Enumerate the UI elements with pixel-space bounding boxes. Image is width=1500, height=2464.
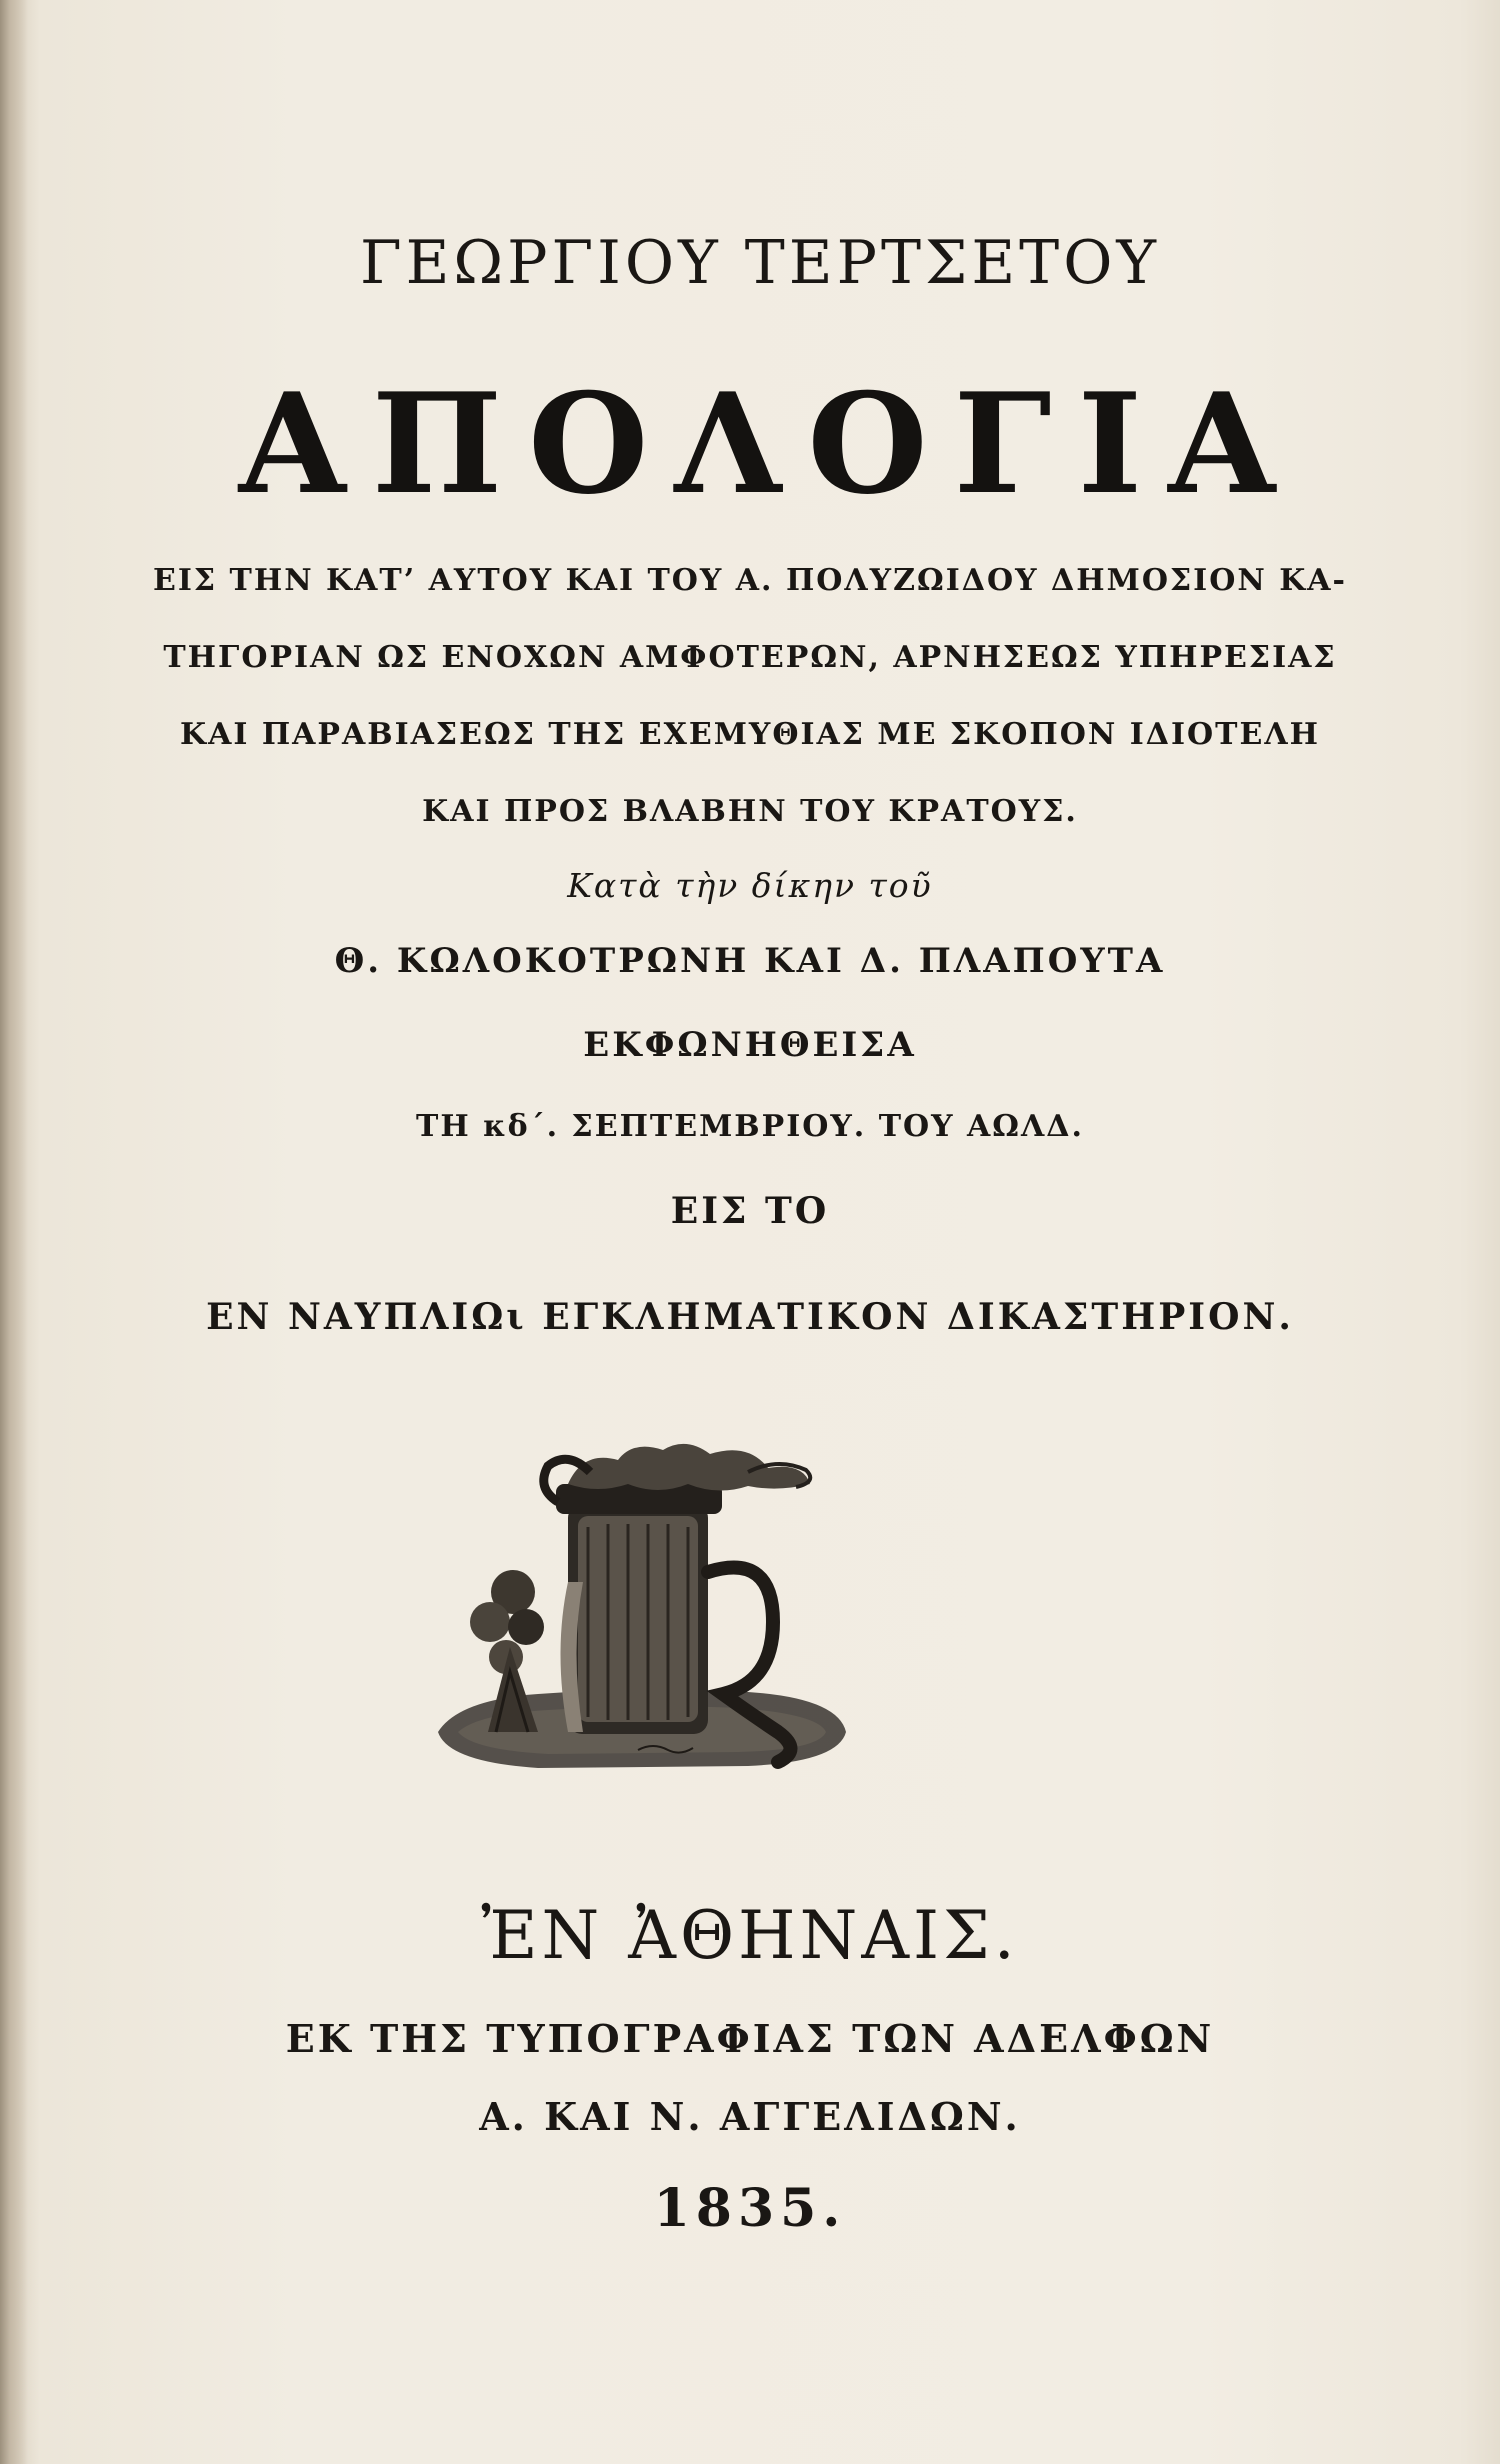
printer-line-1: ΕΚ ΤΗΣ ΤΥΠΟΓΡΑΦΙΑΣ ΤΩΝ ΑΔΕΛΦΩΝ [285, 2016, 1215, 2061]
subtitle-line-1: ΕΙΣ ΤΗΝ ΚΑΤ’ ΑΥΤΟΥ ΚΑΙ ΤΟΥ Α. ΠΟΛΥΖΩΙΔΟΥ ΔΗΜΟΣΙΟΝ ΚΑ- [152, 563, 1348, 598]
case-line: Κατὰ τὴν δίκην τοῦ [567, 866, 933, 905]
book-title: ΑΠΟΛΟΓΙΑ [238, 362, 1302, 525]
to-line: ΕΙΣ ΤΟ [670, 1190, 830, 1232]
delivered-line: ΕΚΦΩΝΗΘΕΙΣΑ [583, 1025, 917, 1065]
printer-line-2: Α. ΚΑΙ Ν. ΑΓΓΕΛΙΔΩΝ. [479, 2094, 1021, 2139]
publication-year: 1835. [653, 2178, 847, 2239]
publication-place: ἘΝ ἈΘΗΝΑΙΣ. [481, 1897, 1019, 1974]
date-line: ΤΗ κδ΄. ΣΕΠΤΕΜΒΡΙΟΥ. ΤΟΥ ΑΩΛΔ. [416, 1109, 1084, 1144]
subtitle-line-4: ΚΑΙ ΠΡΟΣ ΒΛΑΒΗΝ ΤΟΥ ΚΡΑΤΟΥΣ. [422, 794, 1078, 829]
court-line: ΕΝ ΝΑΥΠΛΙΩι ΕΓΚΛΗΜΑΤΙΚΟΝ ΔΙΚΑΣΤΗΡΙΟΝ. [206, 1296, 1294, 1338]
urn-vignette-icon [418, 1432, 858, 1792]
subtitle-line-2: ΤΗΓΟΡΙΑΝ ΩΣ ΕΝΟΧΩΝ ΑΜΦΟΤΕΡΩΝ, ΑΡΝΗΣΕΩΣ ΥΠΗΡΕΣΙΑΣ [163, 640, 1337, 675]
subtitle-line-3: ΚΑΙ ΠΑΡΑΒΙΑΣΕΩΣ ΤΗΣ ΕΧΕΜΥΘΙΑΣ ΜΕ ΣΚΟΠΟΝ ΙΔΙΟΤΕΛΗ [180, 717, 1320, 752]
defendants-line: Θ. ΚΩΛΟΚΟΤΡΩΝΗ ΚΑΙ Δ. ΠΛΑΠΟΥΤΑ [334, 941, 1166, 981]
author-name: ΓΕΩΡΓΙΟΥ ΤΕΡΤΣΕΤΟΥ [360, 228, 1160, 298]
